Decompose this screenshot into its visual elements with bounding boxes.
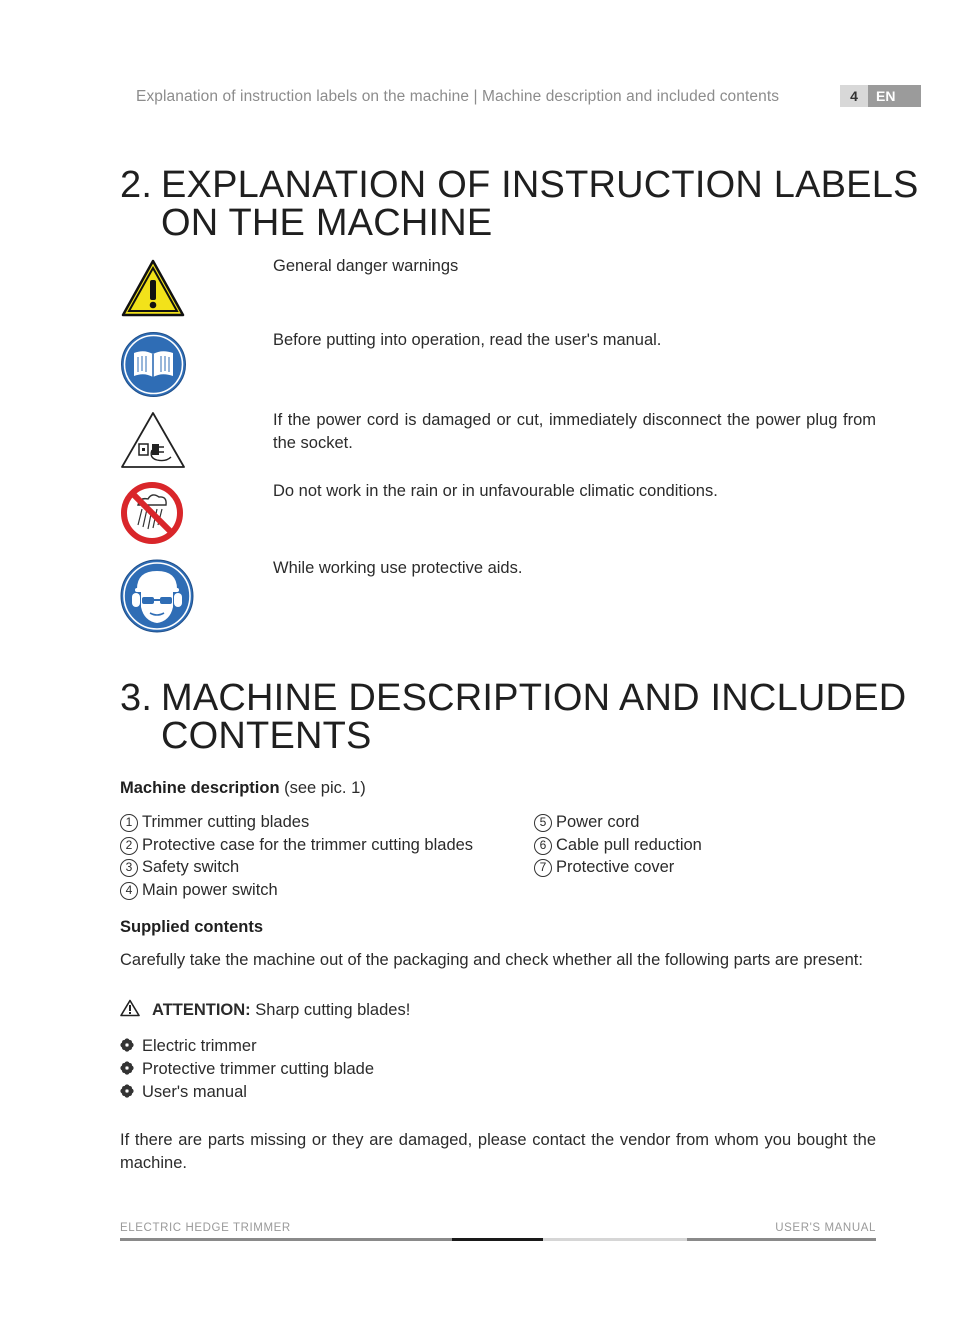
machine-description-heading xyxy=(120,779,366,798)
supplied-contents-heading xyxy=(120,918,263,937)
footer-rule-light xyxy=(543,1238,687,1241)
part-number: 6 xyxy=(534,837,552,855)
label-protective-aids: While working use protective aids. xyxy=(273,559,523,577)
section-2-number: 2. xyxy=(120,164,153,206)
supplied-item-label: User's manual xyxy=(142,1083,247,1101)
missing-parts-note: If there are parts missing or they are damaged, please contact the vendor from whom you bought the machine. xyxy=(120,1131,876,1172)
list-item xyxy=(120,1060,374,1079)
list-item xyxy=(120,1037,257,1056)
running-header: Explanation of instruction labels on the machine | Machine description and included contents xyxy=(136,88,780,105)
part-item xyxy=(534,811,639,834)
part-item xyxy=(120,879,278,902)
bullet-flower-icon xyxy=(120,1084,134,1098)
part-label: Protective cover xyxy=(556,858,675,876)
part-number: 1 xyxy=(120,814,138,832)
part-item xyxy=(534,834,702,857)
label-no-rain: Do not work in the rain or in unfavourable climatic conditions. xyxy=(273,482,718,500)
footer-rule-grey-right xyxy=(687,1238,876,1241)
footer-document-type: USER'S MANUAL xyxy=(775,1222,876,1234)
machine-description-note: (see pic. 1) xyxy=(284,779,366,797)
part-number: 2 xyxy=(120,837,138,855)
machine-description-title: Machine description xyxy=(120,779,280,797)
protective-aids-icon xyxy=(120,559,194,633)
part-number: 7 xyxy=(534,859,552,877)
attention-warning-icon xyxy=(120,999,140,1017)
part-label: Protective case for the trimmer cutting blades xyxy=(142,836,474,854)
section-2-title-line1: EXPLANATION OF INSTRUCTION LABELS xyxy=(161,164,919,206)
section-2-title-line2: ON THE MACHINE xyxy=(161,202,493,244)
section-3-title xyxy=(120,679,906,755)
label-read-manual: Before putting into operation, read the user's manual. xyxy=(273,331,662,349)
supplied-item-label: Protective trimmer cutting blade xyxy=(142,1060,375,1078)
section-3-number: 3. xyxy=(120,677,153,719)
list-item xyxy=(120,1083,247,1102)
read-manual-icon xyxy=(120,331,187,398)
attention-label: ATTENTION: xyxy=(152,1001,251,1019)
part-label: Power cord xyxy=(556,813,640,831)
part-label: Main power switch xyxy=(142,881,278,899)
part-item xyxy=(120,811,309,834)
part-item xyxy=(120,834,473,857)
language-badge: EN xyxy=(868,85,921,107)
part-number: 5 xyxy=(534,814,552,832)
footer-product-name: ELECTRIC HEDGE TRIMMER xyxy=(120,1222,291,1234)
supplied-item-label: Electric trimmer xyxy=(142,1037,257,1055)
footer-rule-dark xyxy=(452,1238,543,1241)
section-3-title-line2: CONTENTS xyxy=(161,715,372,757)
section-2-title xyxy=(120,166,919,242)
section-3-title-line1: MACHINE DESCRIPTION AND INCLUDED xyxy=(161,677,907,719)
attention-notice xyxy=(120,999,410,1020)
part-label: Cable pull reduction xyxy=(556,836,702,854)
supplied-intro: Carefully take the machine out of the packaging and check whether all the following parts are present: xyxy=(120,951,863,969)
warning-triangle-icon xyxy=(120,258,186,318)
part-item xyxy=(120,856,239,879)
part-item xyxy=(534,856,674,879)
label-power-cord: If the power cord is damaged or cut, immediately disconnect the power plug from the socket. xyxy=(273,411,876,452)
attention-text: Sharp cutting blades! xyxy=(255,1001,411,1019)
bullet-flower-icon xyxy=(120,1038,134,1052)
page-number: 4 xyxy=(840,85,868,107)
supplied-contents-title: Supplied contents xyxy=(120,918,264,936)
part-number: 3 xyxy=(120,859,138,877)
part-label: Trimmer cutting blades xyxy=(142,813,310,831)
power-plug-triangle-icon xyxy=(119,410,187,470)
part-label: Safety switch xyxy=(142,858,240,876)
no-rain-icon xyxy=(120,481,184,545)
label-general-danger: General danger warnings xyxy=(273,257,459,275)
bullet-flower-icon xyxy=(120,1061,134,1075)
part-number: 4 xyxy=(120,882,138,900)
footer-rule-grey xyxy=(120,1238,452,1241)
